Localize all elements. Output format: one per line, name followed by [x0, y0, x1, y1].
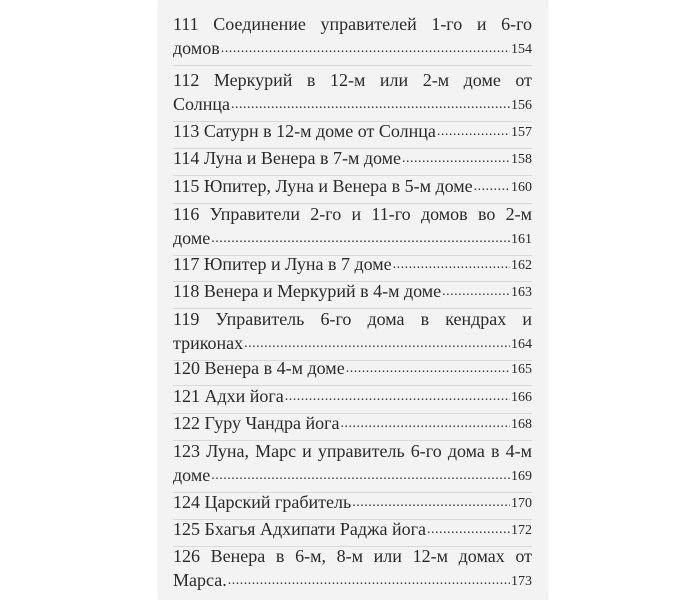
dot-leader [346, 356, 510, 380]
toc-page-number: 164 [511, 337, 532, 352]
toc-entry-title: 114 Луна и Венера в 7-м доме [173, 148, 402, 168]
toc-entry-title: 125 Бхагья Адхипати Раджа йога [173, 519, 426, 539]
toc-page-number: 170 [511, 496, 532, 511]
toc-entry-title: 118 Венера и Меркурий в 4-м доме [173, 281, 442, 301]
toc-entry-title: Солнца [173, 94, 231, 114]
toc-page-number: 166 [511, 390, 532, 405]
entry-divider [173, 65, 532, 66]
dot-leader [340, 411, 510, 435]
toc-page-number: 169 [511, 469, 532, 484]
toc-entry-title: Марса. [173, 570, 227, 590]
dot-leader [474, 174, 510, 198]
toc-page-number: 163 [511, 285, 532, 300]
toc-entry-title: 121 Адхи йога [173, 386, 284, 406]
toc-entry [173, 174, 532, 198]
toc-entry-title: 123 Луна, Марс и управитель 6-го дома в 4-м [173, 441, 532, 461]
toc-page-number: 168 [511, 417, 532, 432]
toc-entry-title: 122 Гуру Чандра йога [173, 413, 340, 433]
toc-entry-title: доме [173, 465, 211, 485]
toc-page-number: 160 [511, 180, 532, 195]
dot-leader [221, 36, 510, 60]
toc-entry [173, 356, 532, 380]
toc-entry [173, 439, 532, 487]
toc-entry [173, 517, 532, 541]
toc-entry-title: 113 Сатурн в 12-м доме от Солнца [173, 121, 436, 141]
toc-entry [173, 12, 532, 60]
toc-page-number: 162 [511, 258, 532, 273]
toc-page-number: 161 [511, 232, 532, 247]
toc-entry-title: 117 Юпитер и Луна в 7 доме [173, 254, 392, 274]
dot-leader [427, 517, 510, 541]
toc-entry [173, 68, 532, 116]
toc-entry [173, 490, 532, 514]
dot-leader [442, 279, 510, 303]
dot-leader [231, 92, 510, 116]
toc-page-number: 154 [511, 42, 532, 57]
toc-page-number: 158 [511, 152, 532, 167]
book-page [158, 0, 548, 600]
dot-leader [285, 384, 510, 408]
toc-entry [173, 119, 532, 143]
dot-leader [211, 463, 510, 487]
dot-leader [437, 119, 510, 143]
dot-leader [393, 252, 510, 276]
toc-entry-title: 124 Царский грабитель [173, 492, 352, 512]
toc-entry-title: 120 Венера в 4-м доме [173, 358, 345, 378]
toc-page-number: 157 [511, 125, 532, 140]
dot-leader [352, 490, 510, 514]
toc-entry-title: 115 Юпитер, Луна и Венера в 5-м доме [173, 176, 473, 196]
dot-leader [211, 226, 510, 250]
toc-page-number: 173 [511, 574, 532, 589]
toc-entry [173, 384, 532, 408]
toc-entry-title: домов [173, 38, 220, 58]
toc-entry [173, 202, 532, 250]
toc-entry-title: 119 Управитель 6-го дома в кендрах и [173, 309, 532, 329]
dot-leader [244, 331, 510, 355]
toc-entry [173, 307, 532, 355]
toc-entry-title: 111 Соединение управителей 1-го и 6-го [173, 14, 532, 34]
toc-entry [173, 252, 532, 276]
toc-entry [173, 544, 532, 592]
toc-page-number: 156 [511, 98, 532, 113]
toc-entry-title: триконах [173, 333, 244, 353]
toc-page-number: 172 [511, 523, 532, 538]
toc-entry-title: 116 Управители 2-го и 11-го домов во 2-м [173, 204, 532, 224]
toc-entry-title: 112 Меркурий в 12-м или 2-м доме от [173, 70, 532, 90]
dot-leader [228, 568, 510, 592]
toc-entry [173, 279, 532, 303]
toc-entry [173, 411, 532, 435]
toc-entry-title: 126 Венера в 6-м, 8-м или 12-м домах от [173, 546, 532, 566]
dot-leader [402, 146, 510, 170]
toc-page-number: 165 [511, 362, 532, 377]
toc-entry-title: доме [173, 228, 211, 248]
toc-entry [173, 146, 532, 170]
